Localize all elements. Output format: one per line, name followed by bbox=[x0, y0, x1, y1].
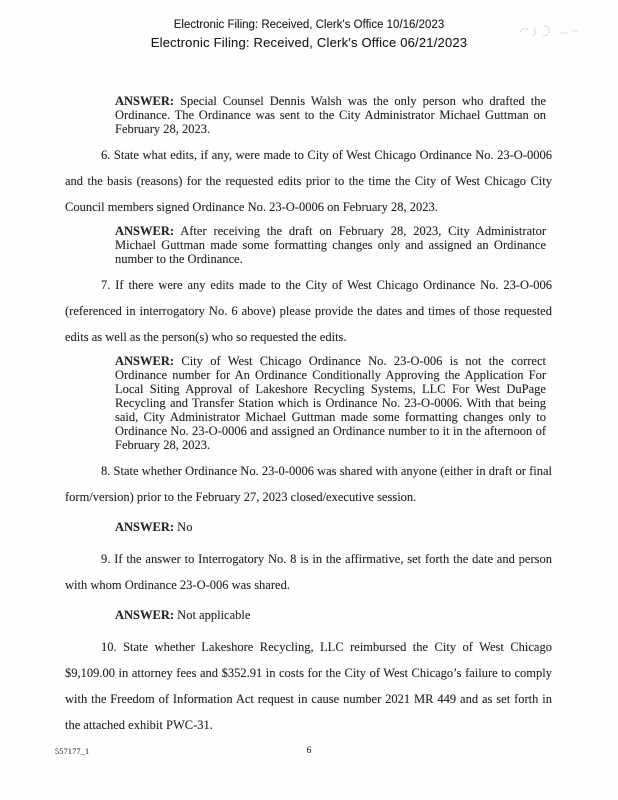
answer-9-text: Not applicable bbox=[177, 608, 251, 622]
answer-7-block bbox=[115, 354, 546, 452]
answer-7-text: City of West Chicago Ordinance No. 23-O-006 is not the correct Ordinance number for An Ordinance Conditionally Approving the Application For Local Siting Approval of Lakeshore Recycling Systems, LLC For West DuPage Recycling and Transfer Station which is Ordinance No. 23-O-0006. With that being said, City Administrator Michael Guttman made some formatting changes only to Ordinance No. 23-O-0006 and assigned an Ordinance number to it in the afternoon of February 28, 2023. bbox=[115, 354, 546, 452]
interrogatory-7: 7. If there were any edits made to the City of West Chicago Ordinance No. 23-O-006 (referenced in interrogatory No. 6 above) please provide the dates and times of those requested edits as well as the person(s) who so requested the edits. bbox=[65, 278, 552, 344]
answer-8-text: No bbox=[177, 520, 193, 534]
efiling-header-line-2: Electronic Filing: Received, Clerk's Office 06/21/2023 bbox=[150, 35, 468, 50]
answer-label: ANSWER: bbox=[115, 520, 175, 534]
handwritten-mark bbox=[514, 22, 592, 45]
answer-9-line bbox=[115, 608, 552, 622]
document-id: 557177_1 bbox=[55, 747, 90, 756]
answer-6-text: After receiving the draft on February 28, 2023, City Administrator Michael Guttman made some formatting changes only and assigned an Ordinance number to the Ordinance. bbox=[115, 224, 547, 266]
answer-label: ANSWER: bbox=[115, 354, 175, 368]
interrogatory-answers-body bbox=[0, 50, 618, 738]
answer-label: ANSWER: bbox=[115, 608, 175, 622]
page-number: 6 bbox=[306, 746, 312, 756]
answer-8-line bbox=[115, 520, 552, 534]
answer-label: ANSWER: bbox=[115, 224, 175, 238]
efiling-header-line-1: Electronic Filing: Received, Clerk's Office 10/16/2023 bbox=[173, 19, 445, 31]
interrogatory-6: 6. State what edits, if any, were made to City of West Chicago Ordinance No. 23-O-0006 and the basis (reasons) for the requested edits prior to the time the City of West Chicago City Council members signed Ordinance No. 23-O-0006 on February 28, 2023. bbox=[65, 148, 552, 214]
interrogatory-10: 10. State whether Lakeshore Recycling, LLC reimbursed the City of West Chicago $9,109.00 in attorney fees and $352.91 in costs for the City of West Chicago’s failure to comply with the Freedom of Information Act request in cause number 2021 MR 449 and as set forth in the attached exhibit PWC-31. bbox=[65, 640, 552, 732]
answer-6-block bbox=[115, 224, 546, 266]
answer-5-block bbox=[115, 94, 546, 136]
answer-label: ANSWER: bbox=[115, 94, 175, 108]
answer-5-text: Special Counsel Dennis Walsh was the only person who drafted the Ordinance. The Ordinance was sent to the City Administrator Michael Guttman on February 28, 2023. bbox=[115, 94, 546, 136]
interrogatory-9: 9. If the answer to Interrogatory No. 8 is in the affirmative, set forth the date and person with whom Ordinance 23-O-006 was shared. bbox=[65, 552, 552, 592]
interrogatory-8: 8. State whether Ordinance No. 23-0-0006 was shared with anyone (either in draft or final form/version) prior to the February 27, 2023 closed/executive session. bbox=[65, 464, 552, 504]
